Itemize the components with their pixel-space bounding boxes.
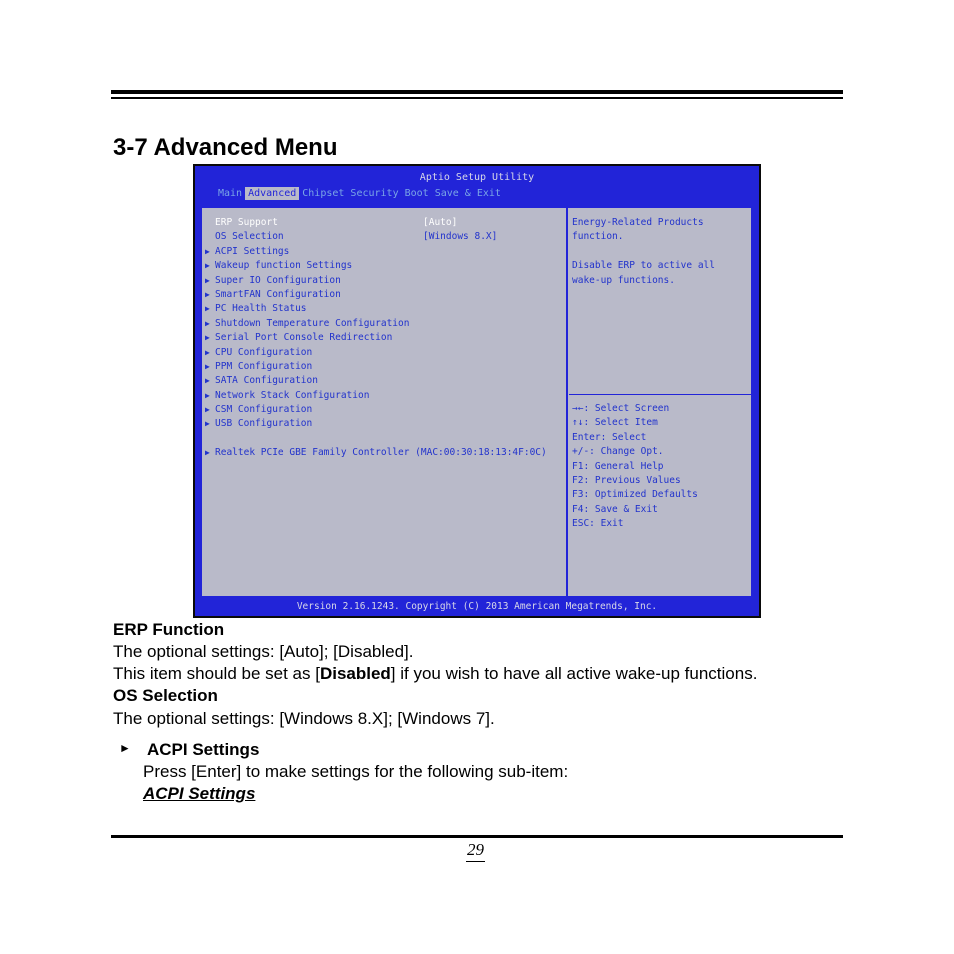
bios-menu-item-label: Super IO Configuration bbox=[215, 274, 341, 286]
submenu-arrow-icon: ▶ bbox=[205, 304, 210, 314]
bios-key-line: F1: General Help bbox=[572, 460, 664, 472]
bios-key-line: F4: Save & Exit bbox=[572, 503, 658, 515]
bios-menu-item-value[interactable]: [Auto] bbox=[423, 217, 458, 228]
bios-menu-item-label: CPU Configuration bbox=[215, 346, 313, 358]
acpi-settings-title: ACPI Settings bbox=[147, 740, 260, 759]
erp-note-post: ] if you wish to have all active wake-up functions. bbox=[390, 664, 758, 683]
bios-menu-item-label: SmartFAN Configuration bbox=[215, 288, 341, 300]
bios-key-line: +/-: Change Opt. bbox=[572, 446, 664, 458]
bios-menu-item-label: ERP Support bbox=[215, 217, 278, 228]
submenu-arrow-icon: ▶ bbox=[205, 261, 210, 271]
bios-key-line: ↑↓: Select Item bbox=[572, 417, 658, 429]
bios-menu-item-label: PPM Configuration bbox=[215, 360, 313, 372]
submenu-arrow-icon: ▶ bbox=[205, 289, 210, 299]
bios-key-line: ESC: Exit bbox=[572, 518, 624, 530]
erp-options-text: The optional settings: [Auto]; [Disabled]. bbox=[113, 642, 414, 661]
erp-note-text bbox=[113, 664, 757, 684]
bios-tab-security[interactable]: Security bbox=[350, 188, 399, 199]
bios-menu-item-label: ACPI Settings bbox=[215, 245, 290, 257]
bios-screen bbox=[195, 166, 759, 616]
acpi-sub-item-link[interactable]: ACPI Settings bbox=[143, 784, 256, 803]
submenu-arrow-icon: ▶ bbox=[205, 419, 210, 429]
bios-tab-boot[interactable]: Boot bbox=[404, 188, 429, 199]
bios-help-line bbox=[572, 245, 715, 259]
submenu-arrow-icon: ▶ bbox=[205, 448, 210, 458]
submenu-arrow-icon: ▶ bbox=[205, 275, 210, 285]
bios-tab-chipset[interactable]: Chipset bbox=[302, 188, 345, 199]
bios-menu-item-label: Network Stack Configuration bbox=[215, 389, 370, 401]
bios-key-legend bbox=[572, 402, 698, 532]
bios-help-line: wake-up functions. bbox=[572, 274, 675, 286]
bios-tab-bar bbox=[215, 187, 504, 200]
footer-rule bbox=[111, 835, 843, 838]
bios-title: Aptio Setup Utility bbox=[419, 172, 535, 183]
bios-menu-item-label: Serial Port Console Redirection bbox=[215, 332, 393, 344]
submenu-arrow-icon: ▶ bbox=[205, 333, 210, 343]
page-number: 29 bbox=[466, 840, 485, 862]
bios-tab-advanced[interactable]: Advanced bbox=[245, 187, 299, 200]
os-options-text: The optional settings: [Windows 8.X]; [Windows 7]. bbox=[113, 709, 495, 728]
header-rule-thin bbox=[111, 97, 843, 99]
erp-function-title: ERP Function bbox=[113, 620, 225, 639]
bios-menu-item-label: CSM Configuration bbox=[215, 404, 313, 416]
bios-menu-item-label: PC Health Status bbox=[215, 303, 307, 315]
bios-help-line: Energy-Related Products bbox=[572, 217, 704, 228]
submenu-arrow-icon: ▶ bbox=[205, 347, 210, 357]
header-rule-thick bbox=[111, 90, 843, 94]
bios-key-line: F3: Optimized Defaults bbox=[572, 489, 698, 501]
bios-tab-save-exit[interactable]: Save & Exit bbox=[434, 188, 501, 199]
submenu-arrow-icon: ▶ bbox=[205, 376, 210, 386]
os-selection-title: OS Selection bbox=[113, 686, 218, 705]
bios-menu-item-label: USB Configuration bbox=[215, 418, 313, 430]
bios-footer: Version 2.16.1243. Copyright (C) 2013 American Megatrends, Inc. bbox=[296, 601, 658, 612]
bios-menu-item-label: SATA Configuration bbox=[215, 375, 318, 387]
erp-note-pre: This item should be set as [ bbox=[113, 664, 320, 683]
bios-screenshot bbox=[193, 164, 761, 618]
bios-menu-item-label: Realtek PCIe GBE Family Controller (MAC:00:30:18:13:4F:0C) bbox=[215, 447, 547, 459]
bios-tab-main[interactable]: Main bbox=[218, 188, 243, 199]
submenu-arrow-icon: ▶ bbox=[205, 390, 210, 400]
bios-help-line: function. bbox=[572, 231, 624, 243]
bios-help-line: Disable ERP to active all bbox=[572, 260, 715, 272]
bios-key-line: →←: Select Screen bbox=[572, 403, 670, 414]
bios-panel bbox=[200, 206, 753, 598]
acpi-instruction-text: Press [Enter] to make settings for the following sub-item: bbox=[143, 762, 569, 781]
bios-menu-item-label: Shutdown Temperature Configuration bbox=[215, 317, 410, 329]
submenu-arrow-icon: ▶ bbox=[205, 318, 210, 328]
bios-key-line: Enter: Select bbox=[572, 431, 647, 443]
bios-help-separator bbox=[569, 394, 751, 395]
submenu-arrow-icon: ▶ bbox=[205, 405, 210, 415]
bios-menu-item-label: OS Selection bbox=[215, 231, 284, 243]
bios-help-text bbox=[572, 216, 715, 288]
erp-note-bold: Disabled bbox=[319, 664, 391, 683]
submenu-arrow-icon: ▶ bbox=[205, 361, 210, 371]
bullet-arrow-icon: ► bbox=[119, 741, 131, 755]
bios-menu-item-label: Wakeup function Settings bbox=[215, 260, 353, 272]
bios-column-divider bbox=[566, 208, 568, 596]
section-heading: 3-7 Advanced Menu bbox=[113, 134, 338, 161]
bios-menu-item-value[interactable]: [Windows 8.X] bbox=[423, 231, 498, 243]
bios-key-line: F2: Previous Values bbox=[572, 474, 681, 486]
submenu-arrow-icon: ▶ bbox=[205, 246, 210, 256]
